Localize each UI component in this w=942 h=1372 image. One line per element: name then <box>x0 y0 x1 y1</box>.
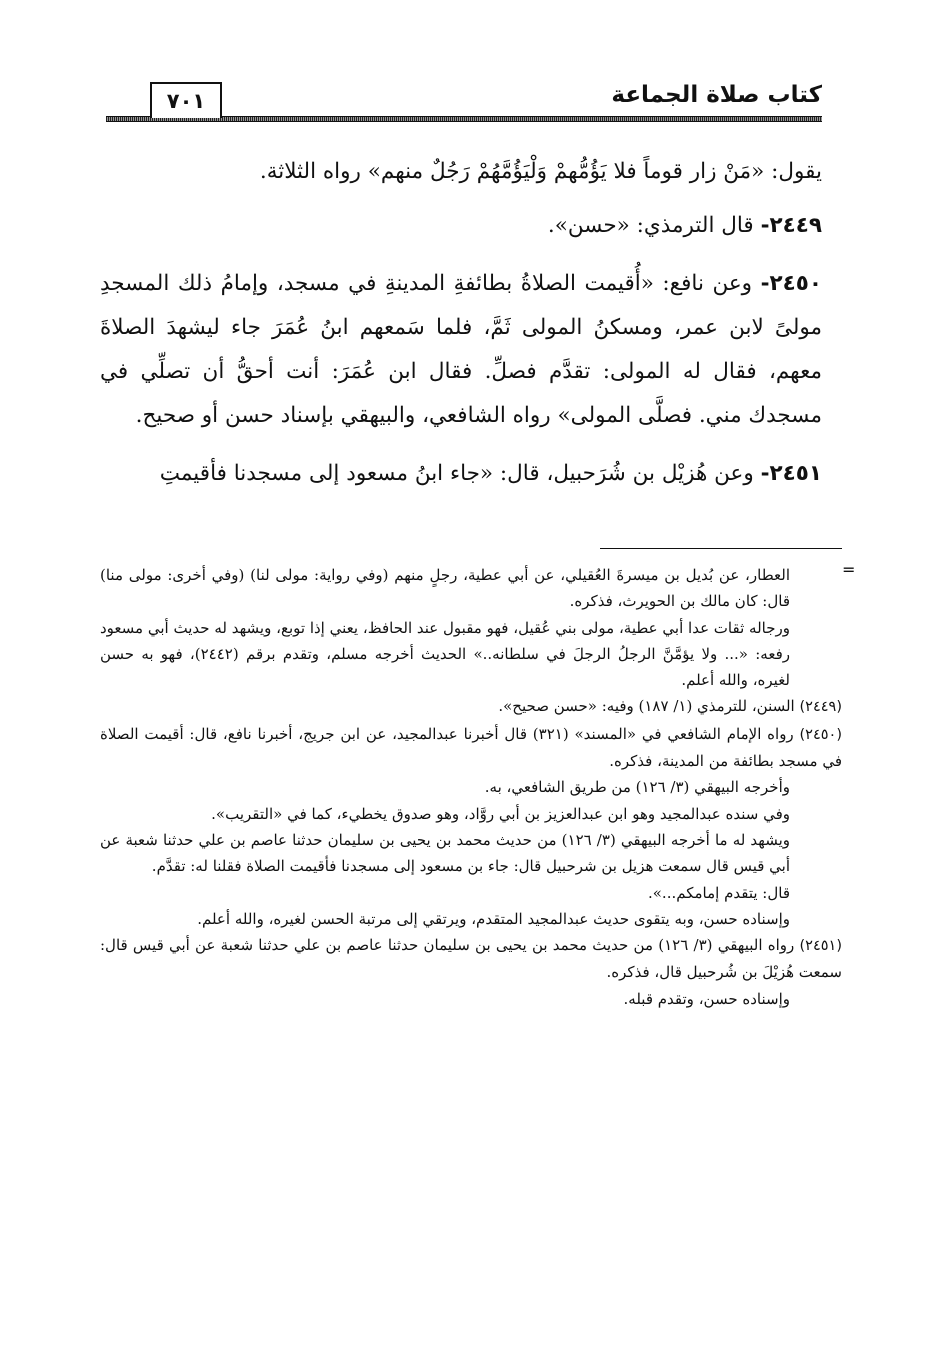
hadith-2449 <box>100 204 822 248</box>
footnote-line <box>100 827 842 880</box>
footnote-continuation <box>100 562 842 615</box>
paragraph-text: يقول: «مَنْ زار قوماً فلا يَؤُمُّهمْ وَلْيَؤُمَّهُمْ رَجُلٌ منهم» رواه الثلاثة. <box>259 159 822 184</box>
chapter-title: كتاب صلاة الجماعة <box>611 82 822 108</box>
main-text <box>100 150 822 510</box>
hadith-text: وعن نافع: «أُقيمت الصلاةُ بطائفةِ المدينةِ في مسجد، وإمامُ ذلك المسجدِ مولىً لابن عمر، ومسكنُ المولى ثَمَّ، فلما سَمعهم ابنُ عُمَرَ جاء ليشهدَ الصلاةَ معهم، فقال له المولى: تقدَّم فصلِّ. فقال ابن عُمَرَ: أنت أحقُّ أن تصلِّي في مسجدك مني. فصلَّى المولى» رواه الشافعي، والبيهقي بإسناد حسن أو صحيح. <box>100 271 822 428</box>
hadith-text: قال الترمذي: «حسن». <box>547 213 754 238</box>
footnote-2450 <box>100 721 842 775</box>
hadith-number: ٢٤٥٠- <box>760 271 822 296</box>
footnote-2449 <box>100 693 842 720</box>
footnote-text: رواه البيهقي (٣/ ١٢٦) من حديث محمد بن يحيى بن سليمان حدثنا عاصم بن علي حدثنا شعبة عن أبي قيس قال: سمعت هُزيْلَ بن شُرحبيل قال، فذكره. <box>100 936 842 982</box>
hadith-2450 <box>100 262 822 438</box>
footnote-line <box>100 774 842 800</box>
footnote-number: (٢٤٥١) <box>799 938 842 955</box>
footnote-text: ويشهد له ما أخرجه البيهقي (٣/ ١٢٦) من حديث محمد بن يحيى بن سليمان حدثنا عاصم بن علي حدثنا شعبة عن أبي قيس قال سمعت هزيل بن شرحبيل قال: جاء بن مسعود إلى مسجدنا فأقيمت الصلاة فقلنا له: تقدَّم. <box>100 830 791 876</box>
footnote-separator <box>600 548 842 549</box>
footnote-text: وإسناده حسن، وتقدم قبله. <box>623 989 790 1008</box>
hadith-number: ٢٤٤٩- <box>760 213 822 238</box>
footnote-text: وفي سنده عبدالمجيد وهو ابن عبدالعزيز بن أبي روَّاد، وهو صدوق يخطيء، كما في «التقريب». <box>211 804 790 823</box>
continuation-mark: = <box>842 560 856 579</box>
footnote-text: ورجاله ثقات عدا أبي عطية، مولى بني عُقيل، فهو مقبول عند الحافظ، يعني إذا توبع، ويشهد له حديث أبي مسعود رفعه: «... ولا يؤمَّنَّ الرجلُ الرجلَ في سلطانه..» الحديث أخرجه مسلم، وتقدم برقم (٢٤٤٢)، فهو به حسن لغيره، والله أعلم. <box>100 618 790 690</box>
page-header <box>106 78 822 126</box>
hadith-text: وعن هُزيْل بن شُرَحبيل، قال: «جاء ابنُ مسعود إلى مسجدنا فأقيمتِ <box>159 461 754 486</box>
footnotes <box>100 562 842 1012</box>
footnote-line <box>100 986 842 1012</box>
footnote-text: قال: يتقدم إمامكم...». <box>647 883 790 902</box>
footnote-number: (٢٤٥٠) <box>799 726 842 743</box>
footnote-line <box>100 906 842 932</box>
footnote-text: وإسناده حسن، وبه يتقوى حديث عبدالمجيد المتقدم، ويرتقي إلى مرتبة الحسن لغيره، والله أعلم. <box>197 909 790 928</box>
hadith-number: ٢٤٥١- <box>760 461 822 486</box>
footnote-continuation <box>100 615 842 694</box>
paragraph-continuation <box>100 150 822 194</box>
hadith-2451 <box>100 452 822 496</box>
footnote-line <box>100 801 842 827</box>
page-number: ٧٠١ <box>150 82 222 118</box>
footnote-text: العطار، عن بُديل بن ميسرةَ العُقيلي، عن أبي عطية، رجلٍ منهم (وفي رواية: مولى لنا) (وفي أخرى: مولى منا) قال: كان مالك بن الحويرث، فذكره. <box>100 566 790 611</box>
footnote-number: (٢٤٤٩) <box>799 699 842 716</box>
footnote-text: السنن، للترمذي (١/ ١٨٧) وفيه: «حسن صحيح». <box>498 697 795 716</box>
footnote-text: رواه الإمام الشافعي في «المسند» (٣٢١) قال أخبرنا عبدالمجيد، عن ابن جريج، أخبرنا نافع، قال: أقيمت الصلاة في مسجد بطائفة من المدينة، فذكره. <box>100 724 842 771</box>
footnote-text: وأخرجه البيهقي (٣/ ١٢٦) من طريق الشافعي، به. <box>484 778 790 797</box>
footnote-line <box>100 880 842 906</box>
footnote-2451 <box>100 932 842 986</box>
